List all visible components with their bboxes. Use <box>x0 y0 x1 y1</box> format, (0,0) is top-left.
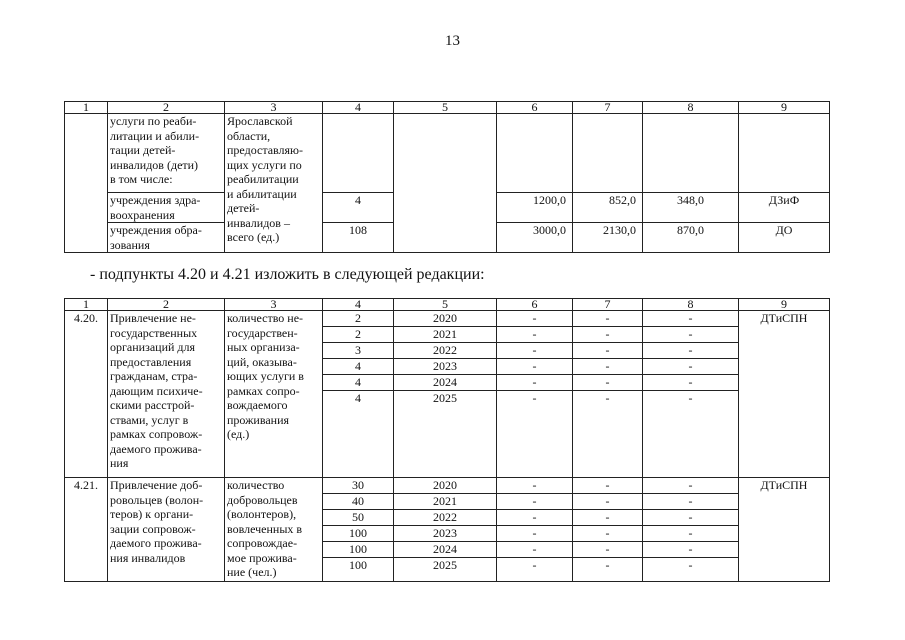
cell-value: 100 <box>323 526 394 542</box>
cell-year: 2024 <box>394 375 497 391</box>
cell-value: - <box>573 311 643 327</box>
cell-year: 2025 <box>394 558 497 574</box>
cell-value: - <box>643 494 739 510</box>
cell-value: - <box>573 327 643 343</box>
cell-value: - <box>497 558 573 574</box>
cell-year: 2022 <box>394 510 497 526</box>
cell-value: 108 <box>323 223 394 253</box>
cell-value: 2130,0 <box>573 223 643 253</box>
header-cell: 3 <box>225 299 323 311</box>
section-heading: - подпункты 4.20 и 4.21 изложить в следующей редакции: <box>90 266 485 283</box>
cell-empty <box>573 573 643 582</box>
header-cell: 7 <box>573 299 643 311</box>
page-number: 13 <box>445 33 460 49</box>
table-header-row <box>65 102 830 114</box>
cell-empty <box>643 114 739 193</box>
header-cell: 5 <box>394 299 497 311</box>
cell-value: - <box>497 510 573 526</box>
item-name: Привлечение доб- ровольцев (волон- теров) к органи- зации сопровож- даемого прожива- ния инвалидов <box>108 478 225 582</box>
item-number: 4.20. <box>65 311 108 478</box>
cell-value: - <box>643 343 739 359</box>
cell-empty <box>394 114 497 253</box>
cell-year: 2023 <box>394 526 497 542</box>
header-cell: 6 <box>497 299 573 311</box>
cell-value: - <box>643 391 739 407</box>
cell-empty <box>394 573 497 582</box>
cell-value: - <box>497 478 573 494</box>
cell-value: 2 <box>323 327 394 343</box>
cell-value: 40 <box>323 494 394 510</box>
header-cell: 2 <box>108 102 225 114</box>
cell-value: 2 <box>323 311 394 327</box>
cell-empty <box>643 573 739 582</box>
cell-value: - <box>497 359 573 375</box>
cell-value: 4 <box>323 193 394 223</box>
cell-empty <box>573 406 643 478</box>
cell-executor: ДО <box>739 223 830 253</box>
cell-value: - <box>497 494 573 510</box>
cell-year: 2020 <box>394 311 497 327</box>
cell-value: - <box>497 311 573 327</box>
cell-value: - <box>573 558 643 574</box>
header-cell: 3 <box>225 102 323 114</box>
table-top-continuation <box>64 101 830 253</box>
cell-value: - <box>573 375 643 391</box>
header-cell: 9 <box>739 299 830 311</box>
cell-year: 2020 <box>394 478 497 494</box>
cell-value: 852,0 <box>573 193 643 223</box>
cell-value: - <box>497 375 573 391</box>
cell-value: - <box>573 391 643 407</box>
cell-value: - <box>573 478 643 494</box>
header-cell: 1 <box>65 299 108 311</box>
cell-org-type: учреждения обра- зования <box>108 223 225 253</box>
cell-empty <box>323 573 394 582</box>
cell-value: - <box>497 542 573 558</box>
cell-value: - <box>573 526 643 542</box>
item-name: Привлечение не- государственных организаций для предоставления гражданам, стра- дающим психиче- скими расстрой- ствами, услуг в рамках сопровож- даемого прожива- ния <box>108 311 225 478</box>
cell-empty <box>394 406 497 478</box>
cell-value: 870,0 <box>643 223 739 253</box>
cell-empty <box>323 114 394 193</box>
header-cell: 5 <box>394 102 497 114</box>
header-cell: 7 <box>573 102 643 114</box>
cell-value: - <box>643 375 739 391</box>
cell-empty <box>65 114 108 253</box>
item-indicator: количество добровольцев (волонтеров), вовлеченных в сопровождае- мое прожива- ние (чел.) <box>225 478 323 582</box>
cell-value: 30 <box>323 478 394 494</box>
cell-lead-text: услуги по реаби- литации и абили- тации детей- инвалидов (дети) в том числе: <box>108 114 225 193</box>
cell-value: - <box>497 391 573 407</box>
cell-value: 3000,0 <box>497 223 573 253</box>
cell-value: 100 <box>323 558 394 574</box>
item-executor: ДТиСПН <box>739 478 830 582</box>
item-indicator: количество не- государствен- ных организа- ций, оказыва- ющих услуги в рамках сопро- вождаемого проживания (ед.) <box>225 311 323 478</box>
header-cell: 4 <box>323 102 394 114</box>
cell-value: 4 <box>323 375 394 391</box>
cell-empty <box>323 406 394 478</box>
cell-empty <box>573 114 643 193</box>
header-cell: 6 <box>497 102 573 114</box>
cell-executor: ДЗиФ <box>739 193 830 223</box>
cell-value: - <box>643 558 739 574</box>
cell-value: - <box>643 359 739 375</box>
cell-value: - <box>643 327 739 343</box>
cell-value: - <box>497 327 573 343</box>
cell-value: - <box>573 494 643 510</box>
header-cell: 8 <box>643 299 739 311</box>
cell-empty <box>643 406 739 478</box>
cell-empty <box>497 406 573 478</box>
header-cell: 4 <box>323 299 394 311</box>
header-cell: 1 <box>65 102 108 114</box>
cell-value: - <box>573 359 643 375</box>
table-row <box>65 478 830 494</box>
table-header-row <box>65 299 830 311</box>
cell-year: 2023 <box>394 359 497 375</box>
table-subitems <box>64 298 830 582</box>
item-executor: ДТиСПН <box>739 311 830 478</box>
cell-value: 348,0 <box>643 193 739 223</box>
cell-empty <box>497 114 573 193</box>
table-row <box>65 311 830 327</box>
cell-value: - <box>573 542 643 558</box>
cell-empty <box>739 114 830 193</box>
cell-org-type: учреждения здра- воохранения <box>108 193 225 223</box>
cell-year: 2025 <box>394 391 497 407</box>
cell-value: 1200,0 <box>497 193 573 223</box>
cell-year: 2021 <box>394 327 497 343</box>
cell-value: 3 <box>323 343 394 359</box>
cell-value: 50 <box>323 510 394 526</box>
cell-value: - <box>573 343 643 359</box>
table-row <box>65 114 830 193</box>
cell-value: - <box>643 510 739 526</box>
cell-value: - <box>643 311 739 327</box>
header-cell: 8 <box>643 102 739 114</box>
cell-value: - <box>643 526 739 542</box>
cell-value: - <box>497 343 573 359</box>
cell-year: 2024 <box>394 542 497 558</box>
cell-value: - <box>497 526 573 542</box>
cell-value: 4 <box>323 359 394 375</box>
cell-value: - <box>643 478 739 494</box>
header-cell: 9 <box>739 102 830 114</box>
cell-value: - <box>643 542 739 558</box>
cell-indicator: Ярославской области, предоставляю- щих услуги по реабилитации и абилитации детей- инвалидов – всего (ед.) <box>225 114 323 253</box>
cell-value: - <box>573 510 643 526</box>
cell-year: 2021 <box>394 494 497 510</box>
header-cell: 2 <box>108 299 225 311</box>
cell-value: 100 <box>323 542 394 558</box>
cell-empty <box>497 573 573 582</box>
cell-value: 4 <box>323 391 394 407</box>
item-number: 4.21. <box>65 478 108 582</box>
cell-year: 2022 <box>394 343 497 359</box>
